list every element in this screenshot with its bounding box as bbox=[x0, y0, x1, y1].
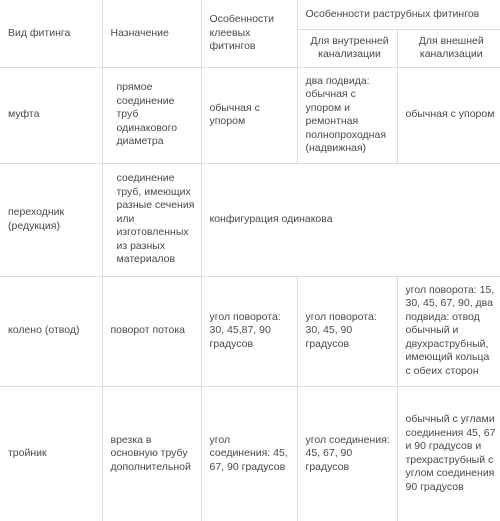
cell-external: обычный с углами соединения 45, 67 и 90 градусов и трехраструбный с углом соединения 90 градусов bbox=[405, 413, 496, 493]
cell-external: угол поворота: 15, 30, 45, 67, 90, два подвида: отвод обычный и двухраструбный, имеющий кольца с обеих сторон bbox=[397, 276, 500, 386]
header-glue-features: Особенности клеевых фитингов bbox=[201, 0, 297, 67]
cell-type: тройник bbox=[0, 386, 102, 521]
cell-purpose: поворот потока bbox=[102, 276, 201, 386]
cell-internal: угол поворота: 30, 45, 90 градусов bbox=[297, 276, 397, 386]
header-socket-features: Особенности раструбных фитингов bbox=[297, 0, 500, 29]
cell-merged-features: конфигурация одинакова bbox=[201, 163, 500, 276]
cell-internal: угол соединения: 45, 67, 90 градусов bbox=[297, 386, 397, 521]
header-type: Вид фитинга bbox=[0, 0, 102, 67]
table-row bbox=[0, 163, 500, 276]
cell-glue: угол соединения: 45, 67, 90 градусов bbox=[201, 386, 297, 521]
cell-purpose: соединение труб, имеющих разные сечения или изготовленных из разных материалов bbox=[102, 163, 201, 276]
cell-purpose: прямое соединение труб одинакового диаметра bbox=[102, 67, 201, 163]
cell-glue: обычная с упором bbox=[201, 67, 297, 163]
cell-type: переходник (редукция) bbox=[0, 163, 102, 276]
table-row bbox=[0, 276, 500, 386]
table-row bbox=[0, 67, 500, 163]
cell-type: колено (отвод) bbox=[0, 276, 102, 386]
cell-purpose: врезка в основную трубу дополнительной bbox=[102, 386, 201, 521]
cell-internal: два подвида: обычная с упором и ремонтная полнопроходная (надвижная) bbox=[297, 67, 397, 163]
cell-external: обычная с упором bbox=[397, 67, 500, 163]
header-internal-sewer: Для внутренней канализации bbox=[297, 29, 397, 67]
header-purpose: Назначение bbox=[102, 0, 201, 67]
table-row bbox=[0, 386, 500, 521]
header-external-sewer: Для внешней канализации bbox=[397, 29, 500, 67]
cell-type: муфта bbox=[0, 67, 102, 163]
cell-glue: угол поворота: 30, 45,87, 90 градусов bbox=[201, 276, 297, 386]
